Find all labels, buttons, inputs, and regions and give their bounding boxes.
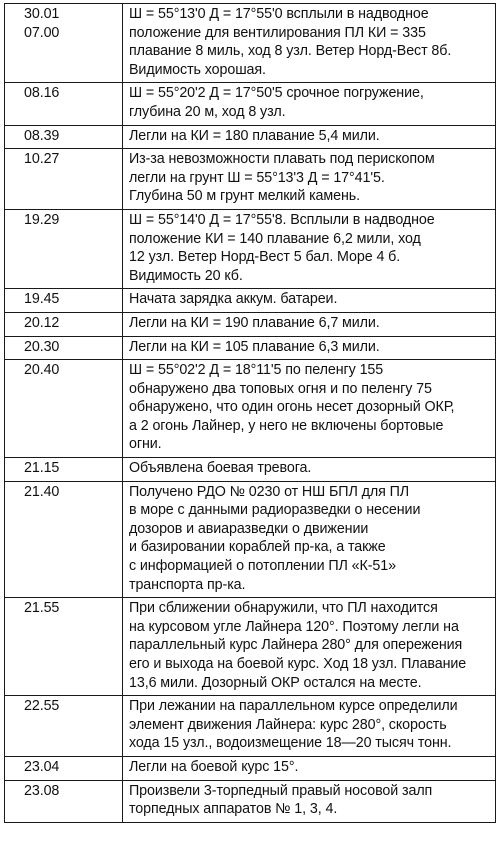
log-entry-line: обнаружено, что один огонь несет дозорный ОКР, — [129, 399, 455, 416]
log-entry-line: Объявлена боевая тревога. — [129, 460, 312, 477]
log-entry-line: Легли на КИ = 180 плавание 5,4 мили. — [129, 127, 380, 144]
log-time-cell — [5, 83, 123, 125]
log-entry-line: элемент движения Лайнера: курс 280°, скорость — [129, 716, 447, 733]
log-entry-line: Начата зарядка аккум. батареи. — [129, 291, 338, 308]
log-time-cell — [5, 312, 123, 336]
log-entry-line: Ш = 55°02'2 Д = 18°11'5 по пеленгу 155 — [129, 362, 384, 379]
log-entry-cell — [123, 289, 496, 313]
log-entry-line: При сближении обнаружили, что ПЛ находится — [129, 600, 438, 617]
log-table — [4, 3, 496, 823]
log-time: 20.40 — [24, 362, 60, 379]
log-entry-line: Получено РДО № 0230 от НШ БПЛ для ПЛ — [129, 483, 410, 500]
log-time-cell — [5, 209, 123, 288]
log-entry-cell — [123, 125, 496, 149]
log-time: 23.08 — [24, 782, 60, 799]
log-entry-line: Произвели 3-торпедный правый носовой залп — [129, 782, 433, 799]
log-entry-line: 12 узл. Ветер Норд-Вест 5 бал. Море 4 б. — [129, 249, 401, 266]
log-entry-line: на курсовом угле Лайнера 120°. Поэтому легли на — [129, 618, 459, 635]
log-entry-cell — [123, 780, 496, 822]
log-row — [5, 481, 496, 598]
log-entry-line: транспорта пр-ка. — [129, 576, 246, 593]
log-entry-line: его и выхода на боевой курс. Ход 18 узл. Плавание — [129, 656, 467, 672]
log-row — [5, 4, 496, 83]
log-entry-cell — [123, 756, 496, 780]
log-entry-line: положение КИ = 140 плавание 6,2 мили, ход — [129, 230, 421, 247]
log-entry-line: Легли на КИ = 190 плавание 6,7 мили. — [129, 314, 380, 331]
log-time: 23.04 — [24, 758, 60, 775]
log-row — [5, 360, 496, 458]
log-entry-cell — [123, 598, 496, 696]
log-time: 21.55 — [24, 600, 60, 617]
log-time-cell — [5, 125, 123, 149]
log-time: 22.55 — [24, 698, 60, 715]
log-entry-line: плавание 8 миль, ход 8 узл. Ветер Норд-Вест 8б. — [129, 43, 452, 60]
log-time-cell — [5, 756, 123, 780]
log-time-cell — [5, 360, 123, 458]
log-entry-cell — [123, 83, 496, 125]
log-entry-cell — [123, 458, 496, 482]
log-time: 08.39 — [24, 127, 60, 144]
log-entry-cell — [123, 696, 496, 757]
log-entry-cell — [123, 360, 496, 458]
log-time: 30.01 — [24, 6, 60, 22]
log-row — [5, 780, 496, 822]
log-time-cell — [5, 458, 123, 482]
log-time-cell — [5, 4, 123, 83]
log-entry-line: параллельный курс Лайнера 280° для опережения — [129, 637, 463, 654]
log-row — [5, 312, 496, 336]
log-time: 20.12 — [24, 314, 60, 331]
log-row — [5, 149, 496, 210]
log-time: 08.16 — [24, 85, 60, 102]
log-entry-line: Ш = 55°20'2 Д = 17°50'5 срочное погружение, — [129, 85, 424, 102]
log-entry-line: глубина 20 м, ход 8 узл. — [129, 103, 286, 120]
log-time-cell — [5, 336, 123, 360]
log-entry-line: торпедных аппаратов № 1, 3, 4. — [129, 801, 338, 818]
log-entry-line: огни. — [129, 436, 162, 453]
log-entry-line: Из-за невозможности плавать под перископом — [129, 151, 435, 168]
log-entry-cell — [123, 481, 496, 598]
log-time: 07.00 — [24, 24, 60, 41]
log-time: 19.29 — [24, 211, 60, 228]
log-time: 21.15 — [24, 460, 60, 477]
log-entry-cell — [123, 312, 496, 336]
log-time-cell — [5, 481, 123, 598]
log-entry-line: легли на грунт Ш = 55°13'3 Д = 17°41'5. — [129, 169, 385, 186]
log-entry-line: дозоров и авиаразведки о движении — [129, 520, 369, 537]
log-row — [5, 756, 496, 780]
log-entry-line: Легли на КИ = 105 плавание 6,3 мили. — [129, 338, 380, 355]
log-entry-line: и базировании кораблей пр-ка, а также — [129, 539, 386, 556]
log-time-cell — [5, 780, 123, 822]
log-entry-cell — [123, 149, 496, 210]
log-entry-line: обнаружено два топовых огня и по пеленгу 75 — [129, 380, 432, 397]
log-time: 20.30 — [24, 338, 60, 355]
log-row — [5, 83, 496, 125]
log-time: 19.45 — [24, 291, 60, 308]
log-time: 21.40 — [24, 483, 60, 500]
log-entry-line: Видимость 20 кб. — [129, 267, 243, 284]
log-table-body — [5, 4, 496, 823]
log-time-cell — [5, 696, 123, 757]
log-entry-line: 13,6 мили. Дозорный ОКР остался на месте. — [129, 674, 422, 691]
log-time-cell — [5, 289, 123, 313]
log-entry-line: Легли на боевой курс 15°. — [129, 758, 299, 775]
log-entry-line: Ш = 55°14'0 Д = 17°55'8. Всплыли в надводное — [129, 211, 435, 228]
log-time-cell — [5, 149, 123, 210]
log-entry-line: Глубина 50 м грунт мелкий камень. — [129, 188, 360, 205]
log-entry-line: в море с данными радиоразведки о несении — [129, 502, 421, 519]
log-time: 10.27 — [24, 151, 60, 168]
log-entry-line: с информацией о потоплении ПЛ «К-51» — [129, 558, 396, 575]
log-entry-line: Видимость хорошая. — [129, 61, 266, 78]
log-entry-line: Ш = 55°13'0 Д = 17°55'0 всплыли в надводное — [129, 6, 429, 22]
log-row — [5, 336, 496, 360]
log-entry-cell — [123, 336, 496, 360]
log-time-cell — [5, 598, 123, 696]
log-entry-line: хода 15 узл., водоизмещение 18—20 тысяч тонн. — [129, 735, 452, 752]
log-row — [5, 696, 496, 757]
log-entry-cell — [123, 4, 496, 83]
log-row — [5, 289, 496, 313]
log-row — [5, 125, 496, 149]
log-entry-line: При лежании на параллельном курсе определили — [129, 698, 458, 715]
log-row — [5, 598, 496, 696]
log-row — [5, 209, 496, 288]
log-row — [5, 458, 496, 482]
log-entry-line: положение для вентилирования ПЛ КИ = 335 — [129, 24, 426, 41]
log-entry-line: а 2 огонь Лайнер, у него не включены бортовые — [129, 417, 444, 434]
log-entry-cell — [123, 209, 496, 288]
